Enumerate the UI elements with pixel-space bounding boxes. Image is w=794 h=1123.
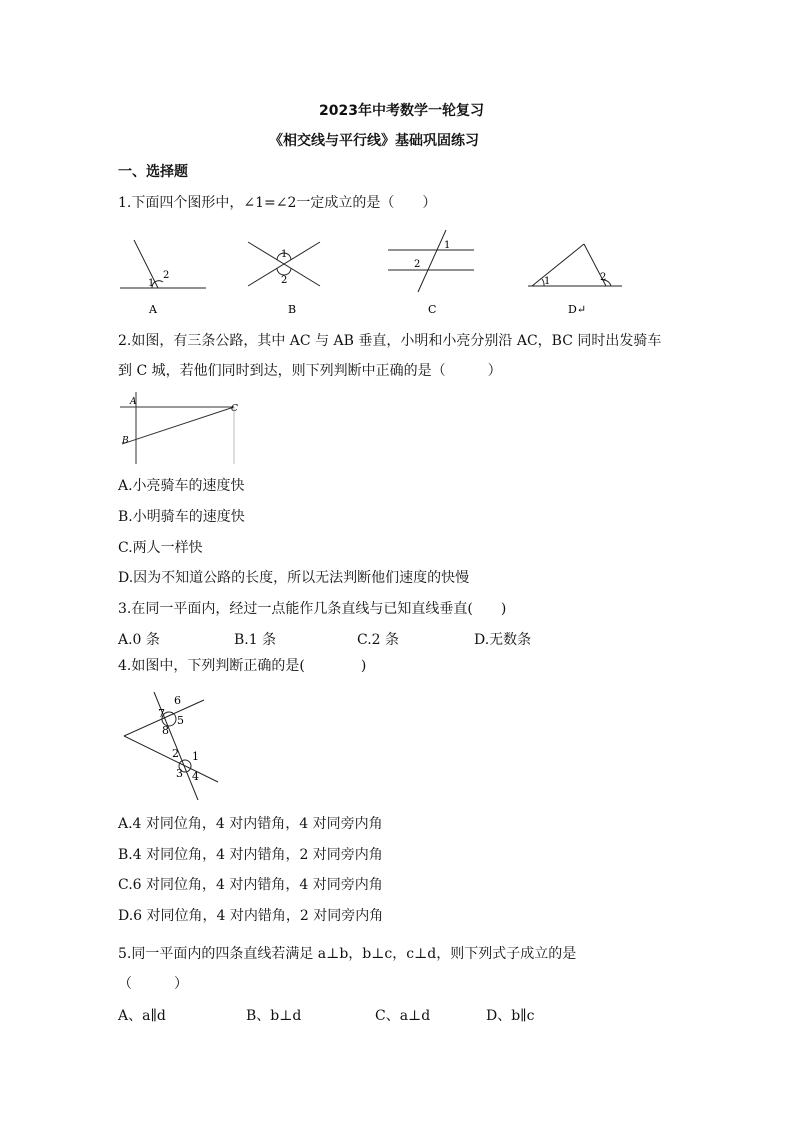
q1-figure-c	[384, 226, 479, 316]
question-2-text-line1: 2.如图，有三条公路，其中 AC 与 AB 垂直，小明和小亮分别沿 AC，BC 同时出发骑车	[118, 333, 662, 349]
page-subtitle: 《相交线与平行线》基础巩固练习	[269, 133, 479, 149]
angle-label: 2	[172, 747, 179, 760]
q5-option-c: C、a⊥d	[375, 1008, 431, 1024]
question-3-text: 3.在同一平面内，经过一点能作几条直线与已知直线垂直( )	[118, 601, 507, 617]
question-1-text: 1.下面四个图形中，∠1=∠2一定成立的是（ ）	[118, 195, 437, 211]
point-label: B	[122, 436, 129, 446]
q4-option-c: C.6 对同位角，4 对内错角，4 对同旁内角	[118, 877, 383, 893]
angle-label: 2	[600, 272, 607, 283]
angle-label: 1	[444, 240, 451, 251]
q5-option-a: A、a∥d	[118, 1008, 166, 1024]
q5-option-b: B、b⊥d	[246, 1008, 302, 1024]
angle-label: 5	[177, 714, 184, 727]
question-4-text: 4.如图中，下列判断正确的是( )	[118, 658, 367, 674]
q3-option-b: B.1 条	[234, 632, 277, 648]
angle-label: 1	[192, 750, 199, 763]
angle-label: 1	[148, 278, 155, 289]
q4-figure	[118, 690, 228, 802]
angle-label: 1	[281, 249, 288, 260]
q3-option-d: D.无数条	[474, 632, 532, 648]
q4-option-b: B.4 对同位角，4 对内错角，2 对同旁内角	[118, 847, 383, 863]
point-label: A	[130, 397, 137, 407]
angle-label: 4	[192, 770, 199, 783]
point-label: C	[231, 404, 238, 414]
q2-option-a: A.小亮骑车的速度快	[118, 478, 245, 494]
angle-label: 8	[162, 724, 169, 737]
angle-label: 7	[158, 707, 165, 720]
section-heading: 一、选择题	[118, 164, 188, 180]
q2-option-c: C.两人一样快	[118, 540, 203, 556]
q4-option-a: A.4 对同位角，4 对内错角，4 对同旁内角	[118, 816, 383, 832]
question-5-text: 5.同一平面内的四条直线若满足 a⊥b，b⊥c，c⊥d，则下列式子成立的是	[118, 946, 577, 962]
q5-option-d: D、b∥c	[486, 1008, 535, 1024]
q3-option-c: C.2 条	[357, 632, 400, 648]
q4-option-d: D.6 对同位角，4 对内错角，2 对同旁内角	[118, 908, 384, 924]
question-5-paren: （ ）	[118, 976, 188, 992]
angle-label: 2	[163, 270, 170, 281]
angle-label: 3	[176, 767, 183, 780]
option-label: D↵	[568, 303, 587, 316]
option-label: B	[288, 303, 297, 316]
page-title: 2023年中考数学一轮复习	[319, 103, 484, 119]
q1-figure-d	[526, 240, 626, 316]
angle-label: 6	[174, 694, 181, 707]
q1-figure-a	[118, 236, 208, 316]
q3-option-a: A.0 条	[118, 632, 160, 648]
q2-figure	[118, 390, 243, 470]
option-label: A	[149, 303, 157, 316]
angle-label: 2	[281, 275, 288, 286]
q2-option-d: D.因为不知道公路的长度，所以无法判断他们速度的快慢	[118, 570, 470, 586]
q2-option-b: B.小明骑车的速度快	[118, 509, 245, 525]
angle-label: 1	[544, 276, 551, 287]
question-2-text-line2: 到 C 城，若他们同时到达，则下列判断中正确的是（ ）	[118, 363, 502, 379]
q1-figure-b	[246, 236, 326, 316]
angle-label: 2	[414, 259, 421, 270]
option-label: C	[428, 303, 437, 316]
